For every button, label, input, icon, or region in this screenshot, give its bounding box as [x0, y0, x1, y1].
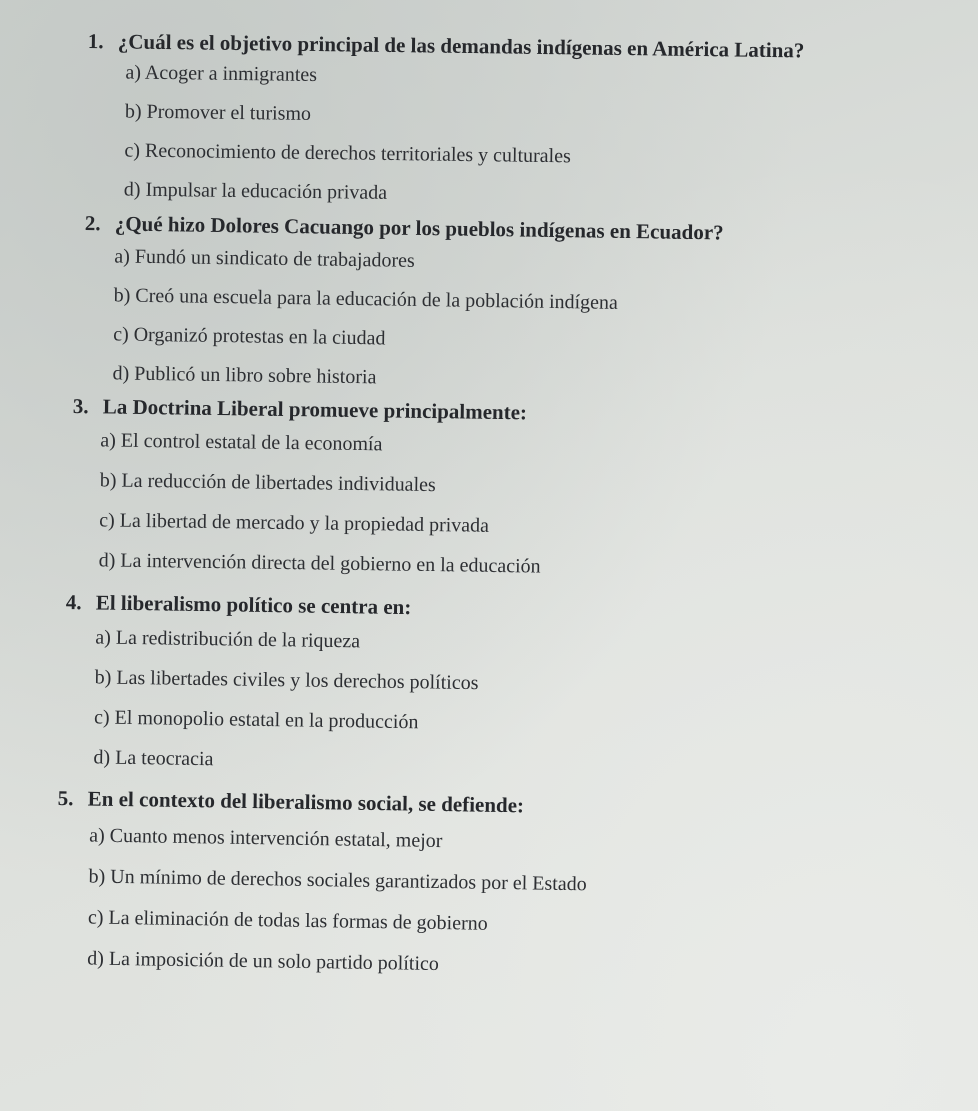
question-2-heading: [85, 210, 724, 245]
question-5-number: 5.: [57, 785, 74, 811]
question-4-options: [93, 625, 479, 775]
question-3-option-d: d) La intervención directa del gobierno en la educación: [98, 549, 541, 578]
question-2-option-d: d) Publicó un libro sobre historia: [112, 362, 377, 389]
question-4-option-c: c) El monopolio estatal en la producción: [93, 706, 419, 734]
question-4-number: 4.: [65, 589, 82, 615]
question-4-text: El liberalismo político se centra en:: [95, 590, 412, 620]
question-2-text: ¿Qué hizo Dolores Cacuango por los pueblos indígenas en Ecuador?: [114, 211, 724, 245]
question-3-option-a: a) El control estatal de la economía: [100, 429, 383, 456]
question-1-option-b: b) Promover el turismo: [124, 100, 312, 125]
question-5-option-c: c) La eliminación de todas las formas de gobierno: [87, 906, 488, 935]
question-2-option-b: b) Creó una escuela para la educación de la población indígena: [113, 284, 619, 314]
question-3-heading: [73, 393, 543, 426]
question-1-number: 1.: [87, 28, 104, 54]
question-1-options: [124, 60, 804, 210]
question-3-options: [98, 428, 542, 578]
question-3-option-c: c) La libertad de mercado y la propiedad privada: [99, 509, 490, 537]
question-4-heading: [66, 589, 480, 621]
question-5-option-a: a) Cuanto menos intervención estatal, mejor: [89, 824, 443, 853]
question-3-text: La Doctrina Liberal promueve principalmente:: [102, 394, 528, 425]
question-5-option-d: d) La imposición de un solo partido político: [87, 947, 440, 976]
question-5: [55, 785, 588, 978]
question-1: [86, 28, 805, 210]
question-1-heading: [88, 28, 805, 63]
question-2-options: [112, 244, 723, 394]
question-3: [71, 393, 543, 579]
question-2-option-c: c) Organizó protestas en la ciudad: [112, 323, 386, 350]
question-1-option-a: a) Acoger a inmigrantes: [125, 61, 318, 87]
question-4-option-d: d) La teocracia: [93, 746, 214, 771]
question-1-option-c: c) Reconocimiento de derechos territoriales y culturales: [124, 139, 571, 168]
question-2: [82, 210, 723, 394]
question-5-options: [87, 823, 587, 978]
question-4-option-a: a) La redistribución de la riqueza: [95, 626, 361, 653]
question-4: [63, 589, 479, 775]
question-2-number: 2.: [84, 210, 101, 236]
question-1-text: ¿Cuál es el objetivo principal de las demandas indígenas en América Latina?: [117, 29, 805, 63]
question-1-option-d: d) Impulsar la educación privada: [123, 178, 388, 204]
question-3-number: 3.: [72, 393, 89, 419]
question-3-option-b: b) La reducción de libertades individuales: [99, 469, 436, 497]
question-4-option-b: b) Las libertades civiles y los derechos políticos: [94, 666, 479, 695]
question-5-heading: [58, 785, 589, 819]
question-5-text: En el contexto del liberalismo social, se defiende:: [87, 786, 525, 818]
question-5-option-b: b) Un mínimo de derechos sociales garantizados por el Estado: [88, 865, 587, 896]
question-2-option-a: a) Fundó un sindicato de trabajadores: [114, 245, 415, 272]
